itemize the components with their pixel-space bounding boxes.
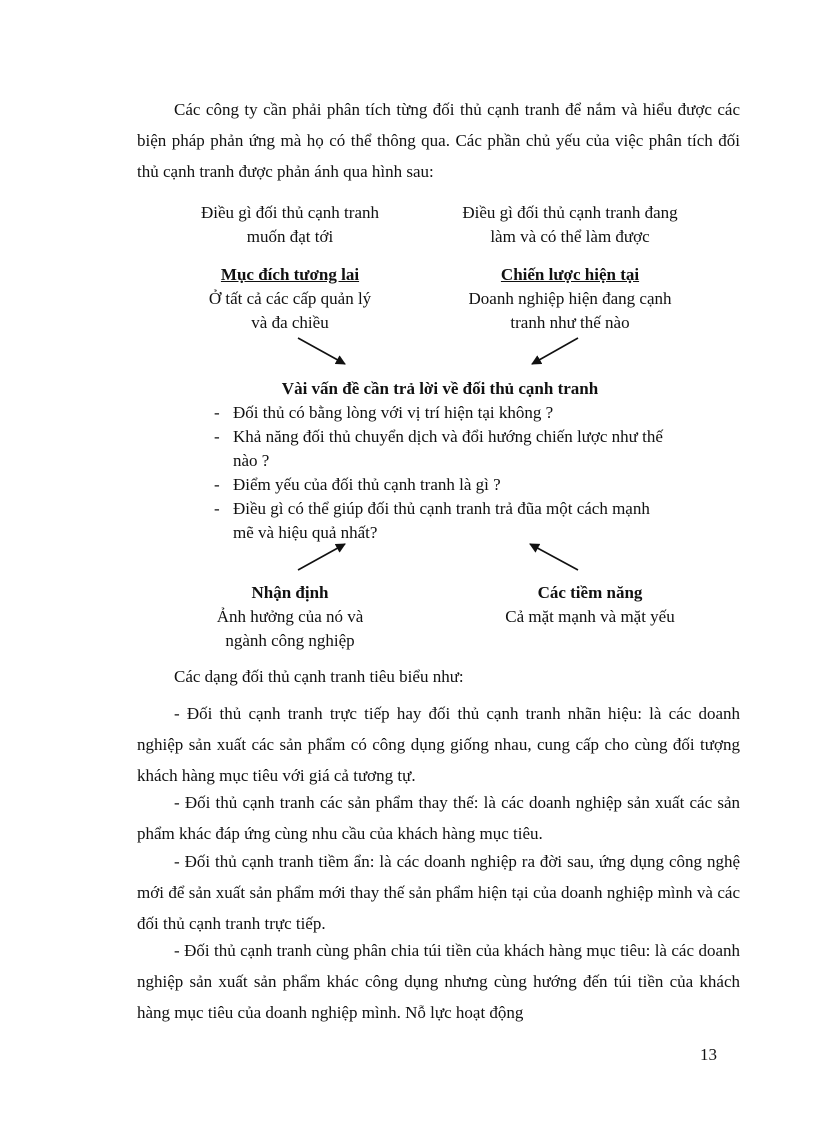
bullet-dash: - <box>214 427 220 446</box>
arrow-bottom-right <box>530 544 578 570</box>
question-item <box>210 473 670 497</box>
potential-desc1: Cả mặt mạnh và mặt yếu <box>505 607 675 626</box>
goal-question-line1: Điều gì đối thủ cạnh tranh <box>201 203 379 222</box>
future-goals-desc1: Ở tất cả các cấp quản lý <box>208 289 372 308</box>
assessment-heading: Nhận định <box>251 583 329 602</box>
assessment-desc2: ngành công nghiệp <box>225 631 355 650</box>
question-item <box>210 401 670 425</box>
types-intro: Các dạng đối thủ cạnh tranh tiêu biểu như: <box>174 667 464 686</box>
bullet-dash: - <box>214 475 220 494</box>
strategy-question-line1: Điều gì đối thủ cạnh tranh đang <box>462 203 678 222</box>
arrow-top-left <box>298 338 345 364</box>
goal-question-line2: muốn đạt tới <box>246 227 334 246</box>
arrow-bottom-left <box>298 544 345 570</box>
intro-paragraph: Các công ty cần phải phân tích từng đối thủ cạnh tranh để nắm và hiểu được các biện pháp phản ứng mà họ có thể thông qua. Các phần chủ yếu của việc phân tích đối thủ cạnh tranh được phản ánh qua hình sau: <box>137 100 740 181</box>
question-text: Đối thủ có bằng lòng với vị trí hiện tại không ? <box>233 403 554 422</box>
questions-title: Vài vấn đề cần trả lời về đối thủ cạnh tranh <box>281 379 599 398</box>
strategy-question-line2: làm và có thể làm được <box>490 227 650 246</box>
current-strategy-desc2: tranh như thế nào <box>510 313 630 332</box>
type-paragraph-potential: - Đối thủ cạnh tranh tiềm ẩn: là các doanh nghiệp ra đời sau, ứng dụng công nghệ mới để sản xuất sản phẩm mới thay thế sản phẩm hiện tại của doanh nghiệp mình và các đối thủ cạnh tranh trực tiếp. <box>137 852 740 933</box>
question-text: Điều gì có thể giúp đối thủ cạnh tranh trả đũa một cách mạnh mẽ và hiệu quả nhất? <box>233 499 650 542</box>
bullet-dash: - <box>214 499 220 518</box>
type-paragraph-direct: - Đối thủ cạnh tranh trực tiếp hay đối thủ cạnh tranh nhãn hiệu: là các doanh nghiệp sản xuất các sản phẩm có công dụng giống nhau, cung cấp cho cùng đối tượng khách hàng mục tiêu với giá cả tương tự. <box>137 704 740 785</box>
future-goals-desc2: và đa chiều <box>251 313 329 332</box>
question-item <box>210 497 670 545</box>
assessment-block <box>160 581 420 653</box>
potential-block <box>450 581 730 629</box>
future-goals-heading: Mục đích tương lai <box>220 265 360 284</box>
assessment-desc1: Ảnh hưởng của nó và <box>216 607 364 626</box>
type-paragraph-wallet: - Đối thủ cạnh tranh cùng phân chia túi tiền của khách hàng mục tiêu: là các doanh nghiệp sản xuất sản phẩm khác công dụng nhưng cùng hướng đến túi tiền của khách hàng mục tiêu của doanh nghiệp mình. Nỗ lực hoạt động <box>137 941 740 1022</box>
arrow-top-right <box>532 338 578 364</box>
question-text: Điểm yếu của đối thủ cạnh tranh là gì ? <box>233 475 501 494</box>
potential-heading: Các tiềm năng <box>537 583 643 602</box>
page-number: 13 <box>700 1045 717 1064</box>
question-text: Khả năng đối thủ chuyển dịch và đổi hướng chiến lược như thế nào ? <box>233 427 663 470</box>
current-strategy-desc1: Doanh nghiệp hiện đang cạnh <box>468 289 672 308</box>
questions-block <box>210 377 670 545</box>
current-strategy-heading: Chiến lược hiện tại <box>500 265 640 284</box>
bullet-dash: - <box>214 403 220 422</box>
questions-list <box>210 401 670 545</box>
type-paragraph-substitute: - Đối thủ cạnh tranh các sản phẩm thay thế: là các doanh nghiệp sản xuất các sản phẩm khác đáp ứng cùng nhu cầu của khách hàng mục tiêu. <box>137 793 740 843</box>
question-item <box>210 425 670 473</box>
